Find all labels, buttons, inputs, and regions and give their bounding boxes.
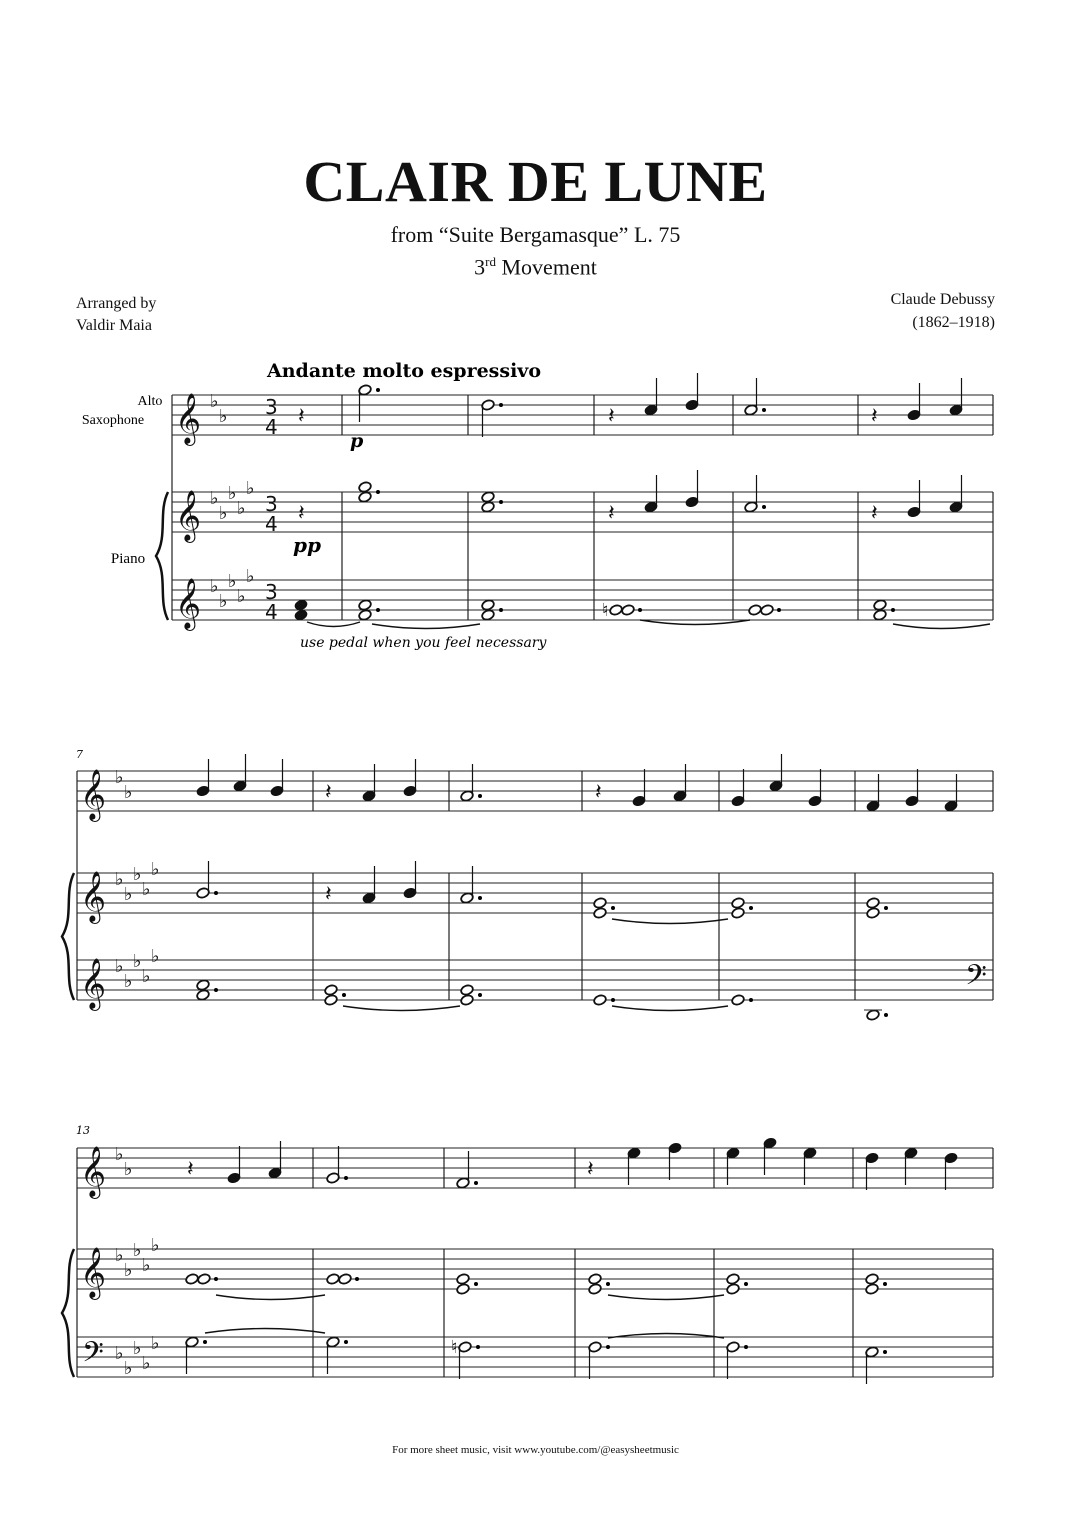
note-head [873,599,887,611]
key-flat: ♭ [115,869,124,890]
treble-clef: 𝄞 [175,578,202,629]
tie [893,624,990,629]
note-head [873,609,887,621]
augmentation-dot [883,1350,887,1354]
augmentation-dot [744,1282,748,1286]
key-flat: ♭ [124,782,133,803]
augmentation-dot [891,608,895,612]
augmentation-dot [214,891,218,895]
note-head [324,994,338,1006]
augmentation-dot [638,608,642,612]
note-head [294,609,308,621]
augmentation-dot [474,1282,478,1286]
arranger-label: Arranged by [76,295,157,312]
piano-brace [156,492,168,620]
tempo-marking: Andante molto espressivo [267,360,541,382]
treble-clef: 𝄞 [80,1146,107,1197]
augmentation-dot [499,403,503,407]
augmentation-dot [883,1282,887,1286]
movement-ordinal: 3 [474,254,486,280]
augmentation-dot [749,998,753,1002]
treble-clef: 𝄞 [80,871,107,922]
natural-sign: ♮ [602,600,609,621]
key-flat: ♭ [210,391,219,412]
key-flat: ♭ [124,1159,133,1180]
quarter-rest: 𝄽 [325,882,332,907]
key-flat: ♭ [124,971,133,992]
note-head [593,897,607,909]
note-head [731,907,745,919]
tie [608,1295,724,1300]
key-flat: ♭ [219,591,228,612]
note-head [588,1283,602,1295]
quarter-rest: 𝄽 [325,780,332,805]
piano-brace [62,1249,74,1377]
note-head [456,1283,470,1295]
quarter-rest: 𝄽 [608,501,615,526]
note-head [865,1283,879,1295]
note-head [866,907,880,919]
tie [307,622,360,627]
key-flat: ♭ [219,406,228,427]
augmentation-dot [376,388,380,392]
time-sig-bottom: 4 [265,415,278,439]
instrument-label-sax-line1: Alto [137,394,163,409]
augmentation-dot [203,1340,207,1344]
augmentation-dot [476,1345,480,1349]
time-sig-top: 3 [265,395,278,419]
key-flat: ♭ [115,1245,124,1266]
augmentation-dot [884,906,888,910]
key-flat: ♭ [219,503,228,524]
note-head [460,994,474,1006]
note-head [593,907,607,919]
treble-clef: 𝄞 [175,393,202,444]
note-head [865,1273,879,1285]
treble-clef: 𝄞 [80,769,107,820]
note-head [294,599,308,611]
augmentation-dot [744,1345,748,1349]
note-head [358,491,372,503]
note-head [593,994,607,1006]
quarter-rest: 𝄽 [595,780,602,805]
augmentation-dot [749,906,753,910]
key-flat: ♭ [228,483,237,504]
key-flat: ♭ [115,767,124,788]
dynamic-piano: pp [293,533,321,557]
note-head [456,1273,470,1285]
note-head [866,1009,880,1021]
quarter-rest: 𝄽 [587,1157,594,1182]
key-flat: ♭ [246,566,255,587]
time-sig-top: 3 [265,580,278,604]
key-flat: ♭ [115,956,124,977]
key-flat: ♭ [142,966,151,987]
key-flat: ♭ [151,1333,160,1354]
augmentation-dot [478,993,482,997]
key-flat: ♭ [210,576,219,597]
augmentation-dot [376,608,380,612]
tie [205,1329,325,1334]
note-head [358,481,372,493]
instrument-label-piano: Piano [110,551,146,567]
key-flat: ♭ [115,1144,124,1165]
pedal-instruction: use pedal when you feel necessary [300,635,547,651]
note-head [197,1273,211,1285]
note-head [731,994,745,1006]
note-head [866,897,880,909]
key-flat: ♭ [115,1343,124,1364]
quarter-rest: 𝄽 [187,1157,194,1182]
note-head [481,491,495,503]
key-flat: ♭ [246,478,255,499]
note-head [358,599,372,611]
note-head [731,897,745,909]
bass-clef: 𝄢 [82,1336,104,1376]
augmentation-dot [777,608,781,612]
key-flat: ♭ [133,1240,142,1261]
augmentation-dot [355,1277,359,1281]
note-head [460,984,474,996]
augmentation-dot [884,1013,888,1017]
note-head [196,979,210,991]
key-flat: ♭ [237,586,246,607]
key-flat: ♭ [124,1260,133,1281]
key-flat: ♭ [228,571,237,592]
tie [640,620,750,625]
footer-note: For more sheet music, visit www.youtube.com/@easysheetmusic [392,1444,679,1456]
augmentation-dot [499,608,503,612]
key-flat: ♭ [210,488,219,509]
tie [343,1006,460,1011]
treble-clef: 𝄞 [80,1247,107,1298]
key-flat: ♭ [142,1353,151,1374]
note-head [324,984,338,996]
key-flat: ♭ [142,1255,151,1276]
note-head [326,1273,340,1285]
augmentation-dot [762,505,766,509]
augmentation-dot [611,998,615,1002]
note-head [481,599,495,611]
page-subtitle: from “Suite Bergamasque” L. 75 [390,222,681,247]
quarter-rest: 𝄽 [871,501,878,526]
augmentation-dot [342,993,346,997]
note-head [760,604,774,616]
augmentation-dot [214,988,218,992]
bass-clef: 𝄢 [965,959,987,999]
key-flat: ♭ [151,946,160,967]
page-title: CLAIR DE LUNE [303,149,768,214]
natural-sign: ♮ [451,1337,458,1358]
instrument-label-sax-line2: Saxophone [81,413,145,428]
note-head [726,1273,740,1285]
augmentation-dot [474,1181,478,1185]
note-head [748,604,762,616]
note-head [481,501,495,513]
augmentation-dot [478,896,482,900]
key-flat: ♭ [151,859,160,880]
key-flat: ♭ [124,1358,133,1379]
note-head [196,989,210,1001]
time-sig-bottom: 4 [265,512,278,536]
quarter-rest: 𝄽 [298,404,305,429]
key-flat: ♭ [133,951,142,972]
note-head [609,604,623,616]
dynamic-sax: p [350,430,364,452]
quarter-rest: 𝄽 [608,404,615,429]
tie [372,624,480,629]
augmentation-dot [344,1340,348,1344]
treble-clef: 𝄞 [175,490,202,541]
augmentation-dot [606,1282,610,1286]
augmentation-dot [499,500,503,504]
measure-number-7: 7 [76,748,83,761]
note-head [588,1273,602,1285]
key-flat: ♭ [133,1338,142,1359]
key-flat: ♭ [124,884,133,905]
note-head [481,609,495,621]
augmentation-dot [376,490,380,494]
time-sig-top: 3 [265,492,278,516]
note-head [185,1273,199,1285]
augmentation-dot [214,1277,218,1281]
tie [612,1006,728,1011]
piano-brace [62,873,74,1000]
note-head [621,604,635,616]
augmentation-dot [606,1345,610,1349]
augmentation-dot [478,794,482,798]
composer-dates: (1862–1918) [912,314,995,331]
augmentation-dot [344,1176,348,1180]
tie [216,1295,325,1300]
movement-suffix: rd [485,254,496,269]
composer-name: Claude Debussy [890,291,995,308]
measure-number-13: 13 [76,1124,90,1137]
key-flat: ♭ [237,498,246,519]
treble-clef: 𝄞 [80,958,107,1009]
time-sig-bottom: 4 [265,600,278,624]
key-flat: ♭ [133,864,142,885]
note-head [726,1283,740,1295]
augmentation-dot [611,906,615,910]
key-flat: ♭ [142,879,151,900]
augmentation-dot [762,408,766,412]
tie [612,919,728,924]
key-flat: ♭ [151,1235,160,1256]
quarter-rest: 𝄽 [298,501,305,526]
note-head [338,1273,352,1285]
arranger-name: Valdir Maia [76,317,152,334]
note-head [358,609,372,621]
quarter-rest: 𝄽 [871,404,878,429]
score-notation [62,373,993,1384]
movement-word: Movement [501,254,597,280]
